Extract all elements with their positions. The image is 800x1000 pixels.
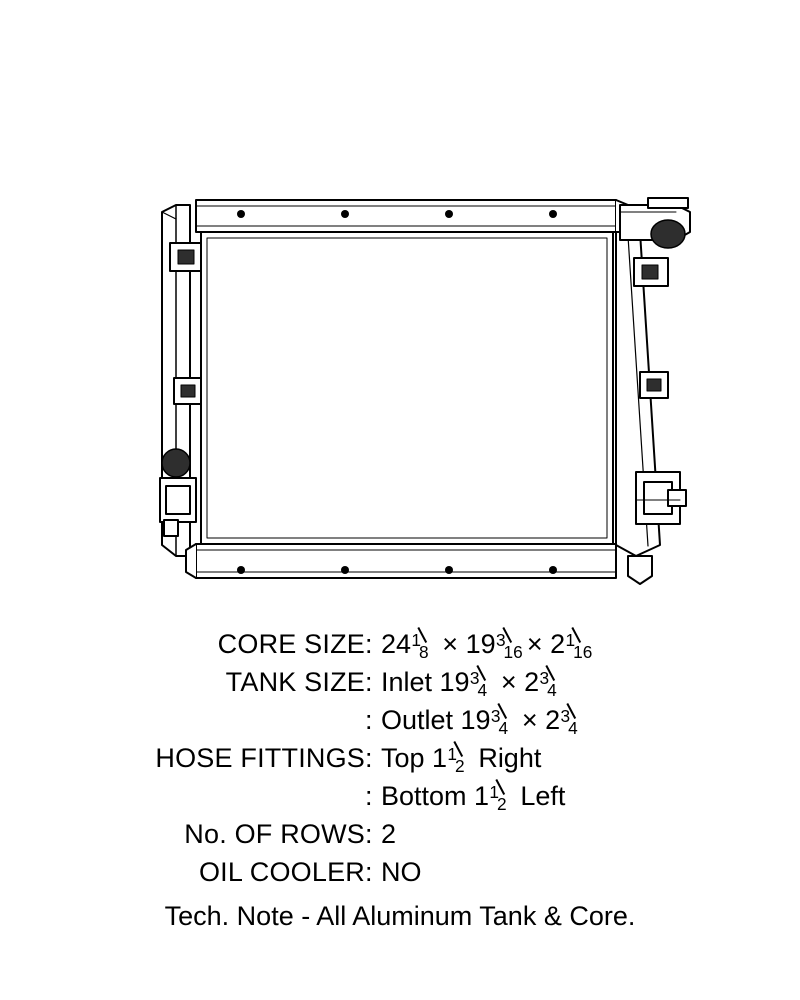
spec-value <box>381 777 705 815</box>
fraction-numerator: 3 <box>539 667 550 688</box>
spec-row <box>95 701 705 739</box>
spec-label: TANK SIZE <box>225 667 365 697</box>
spec-row <box>95 625 705 663</box>
fraction <box>489 778 513 814</box>
inlet-hose-fitting-top-right <box>620 198 690 248</box>
fraction-numerator: 3 <box>490 705 501 726</box>
spec-value <box>381 739 705 777</box>
outlet-hose-fitting-bottom-right <box>636 472 686 524</box>
spec-value-text: Top 1 <box>381 743 448 773</box>
spec-row <box>95 739 705 777</box>
fraction <box>469 664 494 700</box>
spec-colon: : <box>365 705 373 735</box>
spec-label <box>95 777 365 815</box>
fraction-denominator: 4 <box>477 679 488 700</box>
spec-row <box>95 663 705 701</box>
spec-value-text: Outlet 19 <box>381 705 491 735</box>
spec-value <box>381 701 705 739</box>
fraction <box>565 626 593 662</box>
fraction-numerator: 3 <box>495 629 506 650</box>
fraction-numerator: 1 <box>447 743 458 764</box>
left-drain-fitting <box>160 449 196 536</box>
left-upper-bracket <box>170 243 204 271</box>
spec-value-text: Left <box>512 781 566 811</box>
spec-label: HOSE FITTINGS <box>155 743 365 773</box>
spec-value-text: × 19 <box>434 629 496 659</box>
spec-table-body <box>95 625 705 891</box>
spec-value <box>381 853 705 891</box>
fraction-numerator: 1 <box>565 629 576 650</box>
fraction <box>560 702 584 738</box>
fraction <box>411 626 435 662</box>
spec-colon: : <box>365 857 373 887</box>
spec-row <box>95 853 705 891</box>
spec-label: No. OF ROWS <box>184 819 365 849</box>
spec-value <box>381 625 705 663</box>
spec-label: OIL COOLER <box>198 857 365 887</box>
spec-row <box>95 777 705 815</box>
fraction-denominator: 4 <box>568 717 578 738</box>
top-tank <box>196 200 640 232</box>
fraction-numerator: 1 <box>489 781 500 802</box>
tech-note: Tech. Note - All Aluminum Tank & Core. <box>164 901 636 931</box>
fraction-denominator: 4 <box>498 717 509 738</box>
fraction-denominator: 8 <box>418 641 429 662</box>
right-upper-bracket <box>634 258 668 286</box>
spec-colon: : <box>365 629 373 659</box>
spec-label <box>95 701 365 739</box>
fraction-denominator: 2 <box>455 755 465 776</box>
spec-value-text: Bottom 1 <box>381 781 490 811</box>
fraction-numerator: 1 <box>411 629 421 650</box>
radiator-core <box>201 232 613 544</box>
spec-value-text: Inlet 19 <box>381 667 470 697</box>
fraction <box>495 626 523 662</box>
right-mid-bracket <box>640 372 668 398</box>
fraction <box>490 702 515 738</box>
spec-value <box>381 663 705 701</box>
spec-row <box>95 815 705 853</box>
spec-value-text: × 2 <box>493 667 540 697</box>
spec-value <box>381 815 705 853</box>
fraction-denominator: 2 <box>497 793 507 814</box>
spec-value-text: 2 <box>381 819 397 849</box>
spec-value-text: NO <box>381 857 422 887</box>
spec-table <box>95 625 705 891</box>
spec-colon: : <box>365 667 373 697</box>
left-mid-bracket <box>174 378 202 404</box>
spec-value-text: 24 <box>381 629 412 659</box>
fraction-numerator: 3 <box>469 667 480 688</box>
fraction <box>447 740 471 776</box>
spec-value-text: × 2 <box>514 705 561 735</box>
spec-colon: : <box>365 819 373 849</box>
fraction-numerator: 3 <box>560 705 571 726</box>
fraction <box>539 664 563 700</box>
fraction-denominator: 16 <box>573 641 593 662</box>
spec-colon: : <box>365 743 373 773</box>
fraction-denominator: 16 <box>503 641 523 662</box>
specifications-block <box>0 625 800 935</box>
spec-colon: : <box>365 781 373 811</box>
spec-value-text: Right <box>470 743 542 773</box>
fraction-denominator: 4 <box>547 679 557 700</box>
bottom-right-tab <box>628 556 652 584</box>
spec-label: CORE SIZE <box>217 629 365 659</box>
bottom-tank <box>186 544 616 578</box>
spec-value-text: × 2 <box>519 629 566 659</box>
